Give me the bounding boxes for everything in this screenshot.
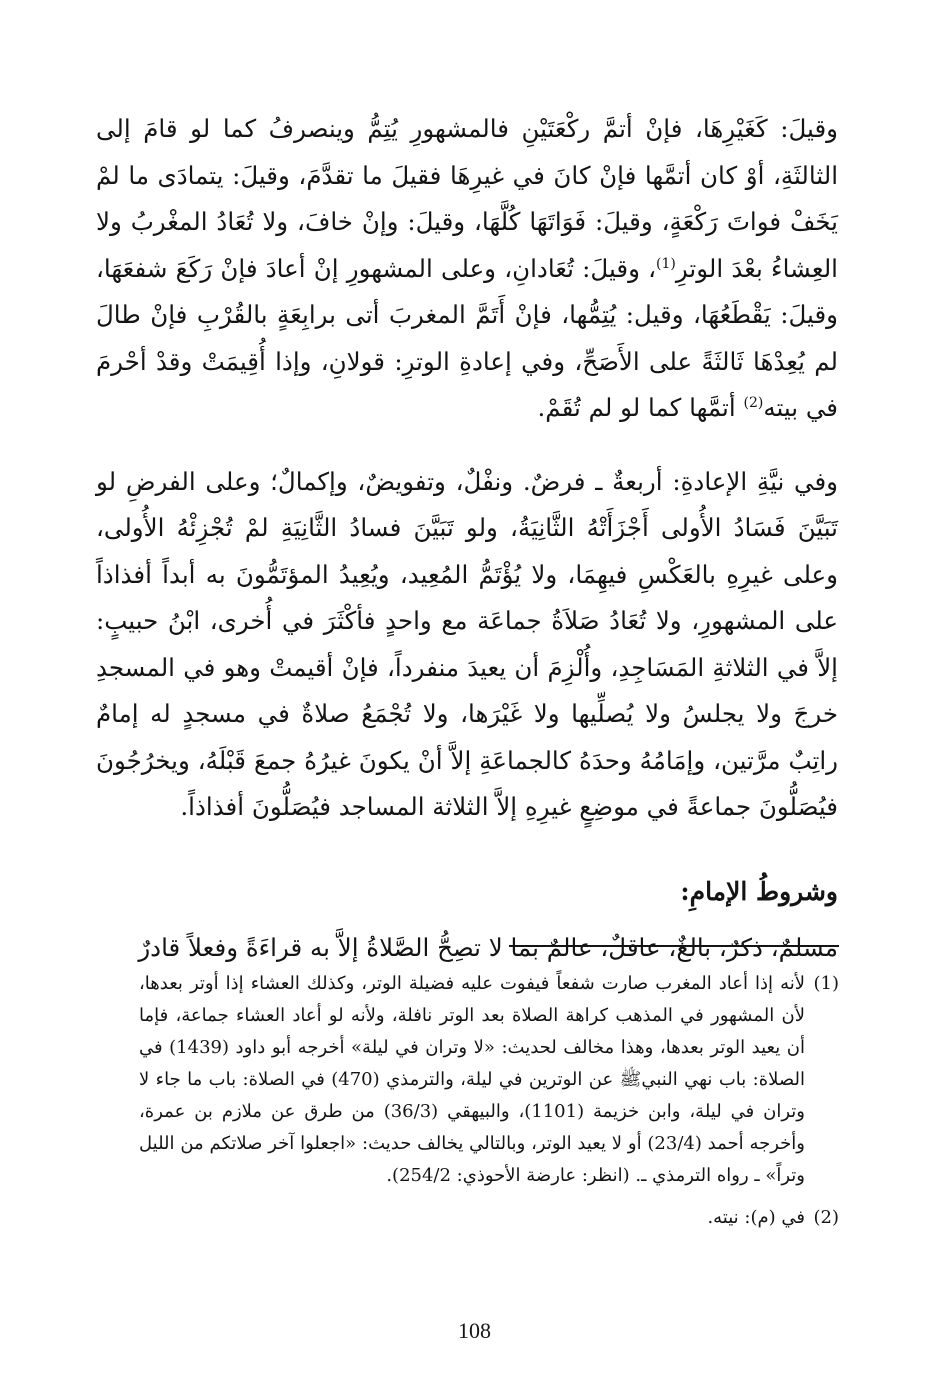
footnote-1 (139, 968, 839, 1192)
footnote-text: في (م): نيته. (707, 1207, 805, 1228)
paragraph-1-part-1: وقيلَ: كَغَيْرِهَا، فإنْ أتمَّ ركْعَتَيْنِ فالمشهورِ يُتِمُّ وينصرفُ كما لو قامَ إلى الثالثَةِ، أوْ كان أتمَّها فإنْ كانَ في غيرِهَا فقيلَ ما تقدَّمَ، وقيلَ: يتمادَى ما لمْ يَخَفْ فواتَ رَكْعَةٍ، وقيلَ: فَوَاتَهَا كُلَّهَا، وقيلَ: وإنْ خافَ، ولا تُعَادُ المغْربُ ولا العِشاءُ بعْدَ الوترِ (96, 114, 838, 283)
page-number: 108 (458, 1318, 491, 1343)
footnote-ref-1[interactable]: (1) (656, 255, 676, 272)
footnotes (139, 968, 839, 1234)
footnote-marker: (2) (813, 1207, 839, 1228)
paragraph-2: وفي نيَّةِ الإعادةِ: أربعةٌ ـ فرضٌ. ونفْلٌ، وتفويضٌ، وإكمالٌ؛ وعلى الفرضِ لو تَبَيَّنَ فَسَادُ الأُولى أَجْزَأَتْهُ الثَّانِيَةُ، ولو تَبَيَّنَ فسادُ الثَّانِيَةِ لمْ تُجْزِئْهُ الأُولى، وعلى غيرِهِ بالعَكْسِ فيهِمَا، ولا يُؤْتَمُّ المُعِيد، ويُعِيدُ المؤتَمُّونَ به أبداً أفذاذاً على المشهورِ، ولا تُعَادُ صَلاَةُ جماعَة مع واحدٍ فأكْثَرَ في أُخرى، ابْنُ حبيبٍ: إلاَّ في الثلاثةِ المَسَاجِدِ، وأُلْزِمَ أن يعيدَ منفرداً، فإنْ أقيمتْ وهو في المسجدِ خرجَ ولا يجلسُ ولا يُصلِّيها ولا غَيْرَها، ولا تُجْمَعُ صلاةٌ في مسجدٍ له إمامٌ راتِبٌ مرَّتين، وإمَامُهُ وحدَهُ كالجماعَةِ إلاَّ أنْ يكونَ غيرُهُ جمعَ قَبْلَهُ، ويخرُجُونَ فيُصَلُّونَ جماعةً في موضِعٍ غيرِهِ إلاَّ الثلاثة المساجد فيُصَلُّونَ أفذاذاً. (96, 466, 838, 821)
paragraph-3: مسلمٌ، ذكرٌ، بالغٌ، عاقلٌ، عالمٌ بما لا تصِحُّ الصَّلاةُ إلاَّ به قراءَةً وفعلاً قادرٌ (138, 933, 838, 962)
paragraph-1-part-2: ، وقيلَ: تُعَادانِ، وعلى المشهورِ إنْ أعادَ فإنْ رَكَعَ شفعَهَا، وقيلَ: يَقْطَعُهَا، وقيل: يُتِمُّها، فإنْ أَتَمَّ المغربَ أتى برابِعَةٍ بالقُرْبِ فإنْ طالَ لم يُعِدْهَا ثَالثَةً على الأَصَحِّ، وفي إعادةِ الوترِ: قولانِ، وإذا أُقِيمَتْ وقدْ أحْرمَ في بيته (96, 253, 838, 422)
footnote-2 (139, 1202, 839, 1234)
footnote-divider (509, 945, 839, 947)
paragraph-1-part-3: أتمَّها كما لو لم تُقَمْ. (537, 393, 744, 422)
footnote-text: لأنه إذا أعاد المغرب صارت شفعاً فيفوت عليه فضيلة الوتر، وكذلك العشاء إذا أوتر بعدها، لأن المشهور في المذهب كراهة الصلاة بعد الوتر نافلة، ولأنه لو أعاد العشاء جماعة، فإما أن يعيد الوتر بعدها، وهذا مخالف لحديث: «لا وتران في ليلة» أخرجه أبو داود (1439) في الصلاة: باب نهي النبيﷺ عن الوترين في ليلة، والترمذي (470) في الصلاة: باب ما جاء لا وتران في ليلة، وابن خزيمة (1101)، والبيهقي (36/3) من طرق عن ملازم بن عمرة، وأخرجه أحمد (23/4) أو لا يعيد الوتر، وبالتالي يخالف حديث: «اجعلوا آخر صلاتكم من الليل وتراً» ـ رواه الترمذي ـ. (انظر: عارضة الأحوذي: 254/2). (139, 973, 806, 1186)
footnote-ref-2[interactable]: (2) (743, 394, 764, 411)
section-heading: وشروطُ الإمامِ: (680, 876, 838, 906)
paragraph-1 (96, 106, 838, 432)
footnote-marker: (1) (813, 973, 839, 994)
main-text (96, 106, 838, 972)
